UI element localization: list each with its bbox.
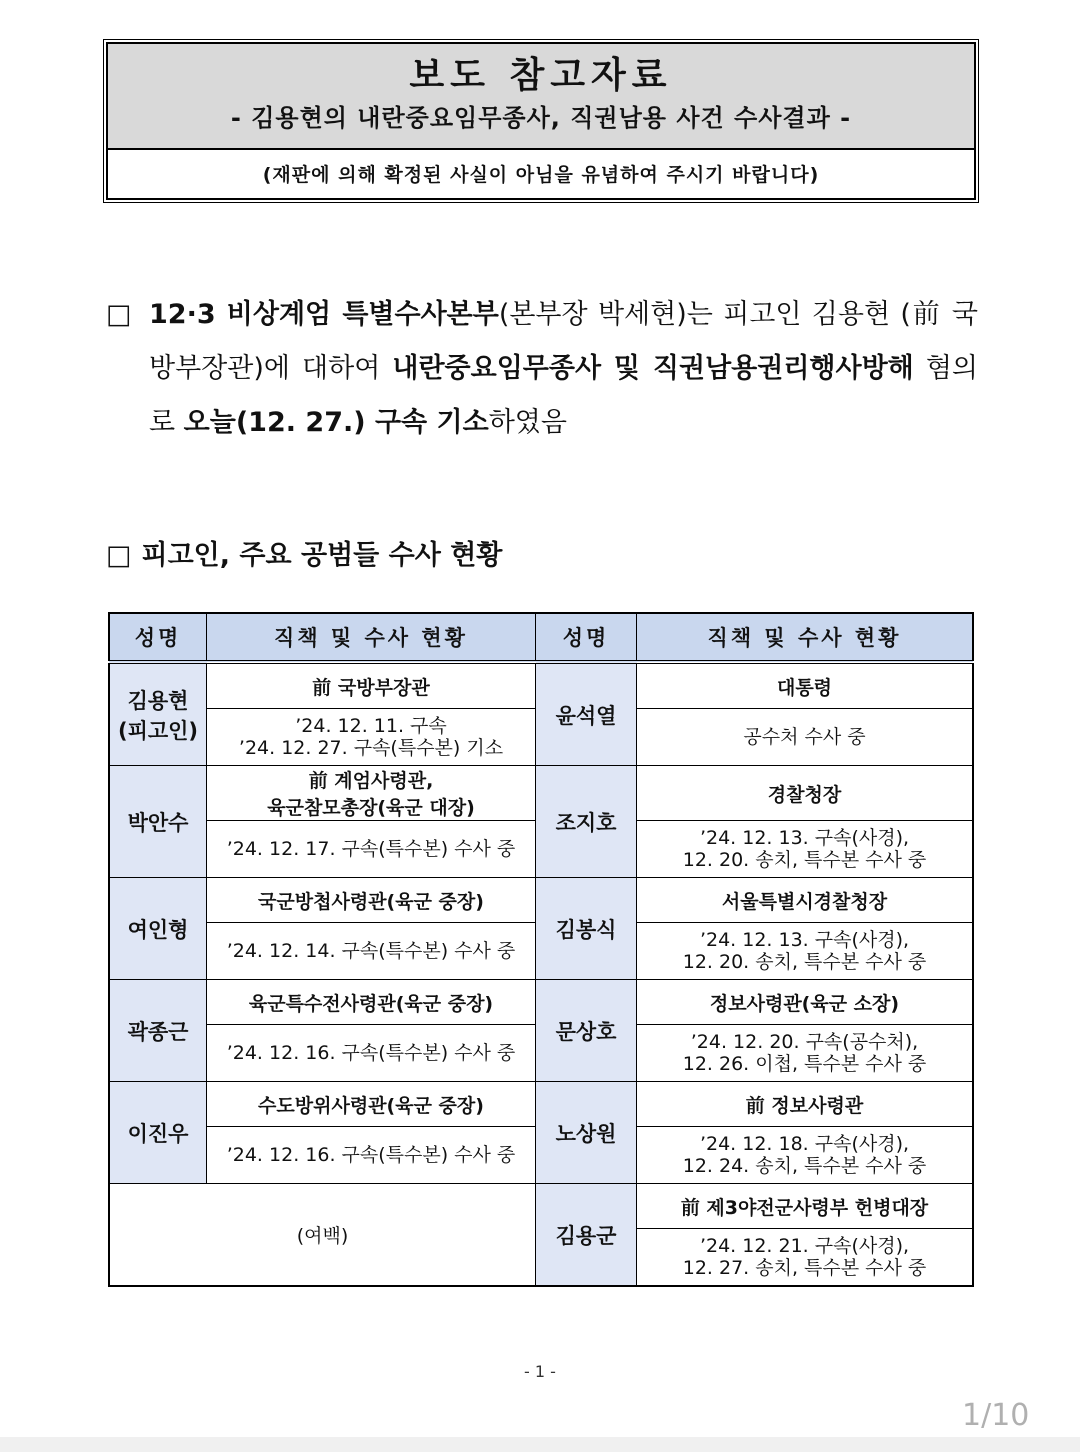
person-name: 이진우 bbox=[109, 1082, 207, 1184]
header-duty-right: 직책 및 수사 현황 bbox=[637, 613, 974, 662]
person-name: 김용현 (피고인) bbox=[109, 662, 207, 766]
position-cell: 前 계엄사령관, 육군참모총장(육군 대장) bbox=[207, 766, 536, 821]
status-cell: ’24. 12. 13. 구속(사경), 12. 20. 송치, 특수본 수사 중 bbox=[637, 821, 974, 878]
person-name: 문상호 bbox=[536, 980, 637, 1082]
position-cell: 前 제3야전군사령부 헌병대장 bbox=[637, 1184, 974, 1229]
summary-seg6: 하였음 bbox=[488, 407, 567, 438]
table-row bbox=[109, 980, 973, 1025]
table-row bbox=[109, 1082, 973, 1127]
summary-seg4: 혐의로 bbox=[149, 353, 979, 438]
table-row bbox=[109, 766, 973, 821]
status-cell: ’24. 12. 18. 구속(사경), 12. 24. 송치, 특수본 수사 중 bbox=[637, 1127, 974, 1184]
position-cell: 정보사령관(육군 소장) bbox=[637, 980, 974, 1025]
status-cell: ’24. 12. 11. 구속 ’24. 12. 27. 구속(특수본) 기소 bbox=[207, 709, 536, 766]
person-name: 노상원 bbox=[536, 1082, 637, 1184]
position-cell: 육군특수전사령관(육군 중장) bbox=[207, 980, 536, 1025]
position-cell: 수도방위사령관(육군 중장) bbox=[207, 1082, 536, 1127]
notice-text: (재판에 의해 확정된 사실이 아님을 유념하여 주시기 바랍니다) bbox=[262, 164, 820, 186]
status-cell: 공수처 수사 중 bbox=[637, 709, 974, 766]
summary-seg2: (본부장 박세현)는 피고인 김용현 (前 국방부장관)에 대하여 bbox=[149, 299, 978, 384]
person-name: 김봉식 bbox=[536, 878, 637, 980]
person-name: 김용군 bbox=[536, 1184, 637, 1287]
table-row bbox=[109, 878, 973, 923]
position-cell: 서울특별시경찰청장 bbox=[637, 878, 974, 923]
status-table bbox=[108, 612, 974, 1287]
page-subtitle: - 김용현의 내란중요임무종사, 직권남용 사건 수사결과 - bbox=[230, 104, 852, 132]
position-cell: 대통령 bbox=[637, 662, 974, 709]
person-name: 조지호 bbox=[536, 766, 637, 878]
status-cell: ’24. 12. 16. 구속(특수본) 수사 중 bbox=[207, 1127, 536, 1184]
page-number: - 1 - bbox=[524, 1362, 556, 1381]
status-cell: ’24. 12. 14. 구속(특수본) 수사 중 bbox=[207, 923, 536, 980]
status-cell: ’24. 12. 21. 구속(사경), 12. 27. 송치, 특수본 수사 중 bbox=[637, 1229, 974, 1287]
page-indicator: 1/10 bbox=[962, 1398, 1030, 1433]
position-cell: 국군방첩사령관(육군 중장) bbox=[207, 878, 536, 923]
summary-seg3: 내란중요임무종사 및 직권남용권리행사방해 bbox=[392, 353, 914, 384]
table-row bbox=[109, 662, 973, 709]
header-duty-left: 직책 및 수사 현황 bbox=[207, 613, 536, 662]
title-box bbox=[106, 42, 976, 200]
checkbox-bullet-icon: □ bbox=[106, 540, 132, 571]
person-name: 윤석열 bbox=[536, 662, 637, 766]
person-name: 여인형 bbox=[109, 878, 207, 980]
status-cell: ’24. 12. 17. 구속(특수본) 수사 중 bbox=[207, 821, 536, 878]
position-cell: 경찰청장 bbox=[637, 766, 974, 821]
position-cell: 前 정보사령관 bbox=[637, 1082, 974, 1127]
summary-paragraph bbox=[106, 288, 978, 450]
table-header-row bbox=[109, 613, 973, 662]
summary-seg1: 12·3 비상계엄 특별수사본부 bbox=[149, 299, 499, 330]
checkbox-bullet-icon: □ bbox=[106, 299, 132, 330]
blank-cell: (여백) bbox=[109, 1184, 536, 1287]
summary-text bbox=[149, 288, 978, 450]
header-name-right: 성명 bbox=[536, 613, 637, 662]
section-heading bbox=[106, 536, 502, 576]
title-header bbox=[108, 44, 974, 150]
person-name: 곽종근 bbox=[109, 980, 207, 1082]
status-cell: ’24. 12. 20. 구속(공수처), 12. 26. 이첩, 특수본 수사 중 bbox=[637, 1025, 974, 1082]
position-cell: 前 국방부장관 bbox=[207, 662, 536, 709]
status-cell: ’24. 12. 16. 구속(특수본) 수사 중 bbox=[207, 1025, 536, 1082]
table-row bbox=[109, 1184, 973, 1229]
person-name: 박안수 bbox=[109, 766, 207, 878]
status-cell: ’24. 12. 13. 구속(사경), 12. 20. 송치, 특수본 수사 중 bbox=[637, 923, 974, 980]
summary-seg5: 오늘(12. 27.) 구속 기소 bbox=[183, 407, 489, 438]
bottom-bar bbox=[0, 1437, 1080, 1452]
page-title: 보도 참고자료 bbox=[409, 55, 673, 96]
section-heading-text: 피고인, 주요 공범들 수사 현황 bbox=[141, 540, 503, 571]
header-name-left: 성명 bbox=[109, 613, 207, 662]
